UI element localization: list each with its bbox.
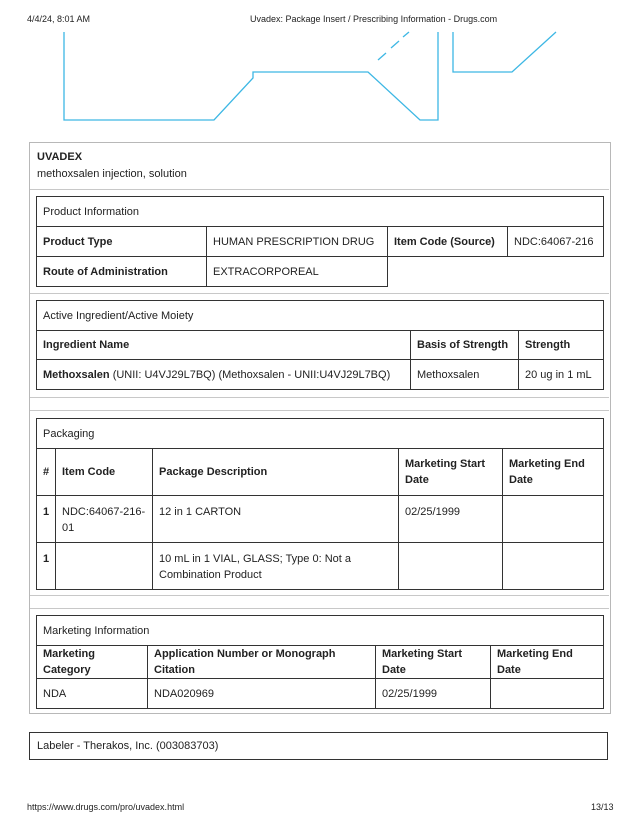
table-row (37, 543, 604, 590)
table-cell (503, 496, 604, 543)
diagram-dash-2 (391, 41, 399, 48)
ingredient-name-cell (37, 360, 411, 390)
labeler-box (29, 732, 608, 760)
table-cell: 02/25/1999 (399, 496, 503, 543)
marketing-caption: Marketing Information (37, 616, 604, 646)
column-header: Basis of Strength (411, 331, 519, 360)
column-header: Marketing Start Date (399, 449, 503, 496)
product-description: methoxsalen injection, solution (37, 168, 187, 180)
product-name: UVADEX (37, 151, 83, 163)
column-header: Strength (519, 331, 604, 360)
diagram-lines (64, 32, 556, 120)
table-cell (399, 543, 503, 590)
table-cell: Route of Administration (37, 257, 207, 287)
packaging-table (36, 418, 604, 590)
column-header: Marketing Category (37, 646, 148, 679)
column-header: Ingredient Name (37, 331, 411, 360)
divider (30, 608, 609, 609)
table-cell: 02/25/1999 (376, 679, 491, 709)
table-cell: 1 (37, 496, 56, 543)
table-cell: NDC:64067-216-01 (56, 496, 153, 543)
ingredient-unii: (UNII: U4VJ29L7BQ) (Methoxsalen - UNII:U4VJ29L7BQ) (109, 368, 391, 381)
divider (30, 397, 609, 398)
column-header: Marketing End Date (491, 646, 604, 679)
column-header: # (37, 449, 56, 496)
divider (30, 293, 609, 294)
table-cell (56, 543, 153, 590)
table-cell: Methoxsalen (411, 360, 519, 390)
diagram-line-left (64, 32, 438, 120)
diagram-line-right (453, 32, 556, 72)
table-cell (503, 543, 604, 590)
column-header: Marketing End Date (503, 449, 604, 496)
table-cell: 10 mL in 1 VIAL, GLASS; Type 0: Not a Combination Product (153, 543, 399, 590)
diagram-dash-3 (403, 32, 409, 37)
table-cell: NDA (37, 679, 148, 709)
table-cell: Item Code (Source) (388, 227, 508, 257)
column-header: Item Code (56, 449, 153, 496)
table-cell: HUMAN PRESCRIPTION DRUG (207, 227, 388, 257)
product-info-caption: Product Information (37, 197, 604, 227)
table-cell: EXTRACORPOREAL (207, 257, 388, 287)
divider (30, 595, 609, 596)
ingredient-name: Methoxsalen (43, 368, 110, 381)
cropped-diagram (0, 26, 638, 126)
product-info-table (36, 196, 604, 287)
table-row (37, 496, 604, 543)
divider (30, 410, 609, 411)
diagram-dash-1 (378, 53, 386, 60)
table-cell: 20 ug in 1 mL (519, 360, 604, 390)
marketing-table (36, 615, 604, 709)
table-cell: 1 (37, 543, 56, 590)
packaging-caption: Packaging (37, 419, 604, 449)
empty-cell (388, 257, 604, 287)
divider (30, 189, 609, 190)
table-cell: Product Type (37, 227, 207, 257)
table-row (37, 679, 604, 709)
page-number: 13/13 (591, 802, 614, 812)
column-header: Marketing Start Date (376, 646, 491, 679)
active-ingredient-table (36, 300, 604, 390)
column-header: Application Number or Monograph Citation (148, 646, 376, 679)
column-header: Package Description (153, 449, 399, 496)
print-url: https://www.drugs.com/pro/uvadex.html (27, 802, 185, 812)
table-cell: NDC:64067-216 (508, 227, 604, 257)
table-cell: 12 in 1 CARTON (153, 496, 399, 543)
table-cell (491, 679, 604, 709)
print-datetime: 4/4/24, 8:01 AM (27, 14, 91, 24)
table-cell: NDA020969 (148, 679, 376, 709)
labeler-text: Labeler - Therakos, Inc. (003083703) (37, 740, 219, 752)
print-page-title: Uvadex: Package Insert / Prescribing Information - Drugs.com (250, 14, 498, 24)
active-ingredient-caption: Active Ingredient/Active Moiety (37, 301, 604, 331)
